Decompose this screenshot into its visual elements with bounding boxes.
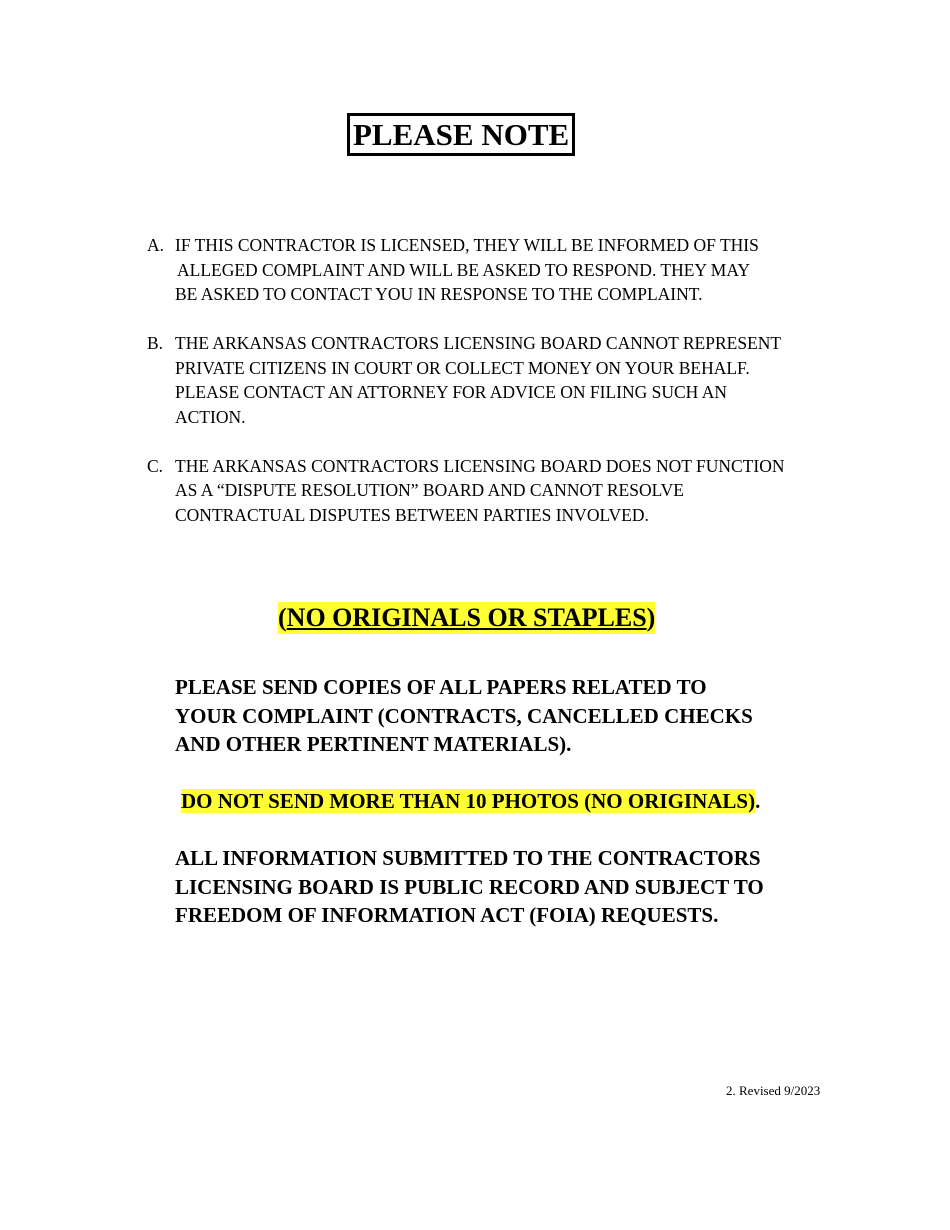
note-b — [147, 331, 847, 429]
note-line: PLEASE CONTACT AN ATTORNEY FOR ADVICE ON FILING SUCH AN — [175, 382, 728, 402]
no-originals-text: NO ORIGINALS OR STAPLES — [286, 603, 647, 632]
instruction-line: AND OTHER PERTINENT MATERIALS). — [175, 732, 572, 756]
note-line: ACTION. — [175, 406, 246, 427]
note-line: ALLEGED COMPLAINT AND WILL BE ASKED TO RESPOND. THEY MAY — [177, 259, 750, 280]
notes-list — [147, 233, 847, 552]
instruction-line: PLEASE SEND COPIES OF ALL PAPERS RELATED TO — [175, 675, 707, 699]
note-line: IF THIS CONTRACTOR IS LICENSED, THEY WILL BE INFORMED OF THIS — [175, 235, 759, 255]
close-paren: ) — [646, 603, 656, 632]
instruction-line: YOUR COMPLAINT (CONTRACTS, CANCELLED CHECKS — [175, 703, 753, 728]
foia-line: ALL INFORMATION SUBMITTED TO THE CONTRACTORS — [175, 846, 761, 870]
note-letter: A. — [147, 235, 165, 255]
note-line: THE ARKANSAS CONTRACTORS LICENSING BOARD CANNOT REPRESENT — [175, 333, 782, 353]
page-title: PLEASE NOTE — [347, 113, 575, 156]
photos-warning-text: DO NOT SEND MORE THAN 10 PHOTOS (NO ORIGINALS) — [181, 789, 756, 813]
note-letter: B. — [147, 333, 164, 353]
open-paren: ( — [278, 603, 287, 632]
note-c — [147, 454, 847, 528]
note-letter: C. — [147, 455, 164, 476]
photos-period: . — [755, 789, 761, 813]
foia-notice — [175, 844, 875, 930]
note-line: CONTRACTUAL DISPUTES BETWEEN PARTIES INVOLVED. — [175, 504, 649, 525]
foia-line: LICENSING BOARD IS PUBLIC RECORD AND SUBJECT TO — [175, 874, 764, 899]
send-copies-instructions — [175, 673, 875, 759]
note-line: PRIVATE CITIZENS IN COURT OR COLLECT MONEY ON YOUR BEHALF. — [175, 357, 750, 378]
no-originals-heading — [278, 602, 655, 634]
note-line: THE ARKANSAS CONTRACTORS LICENSING BOARD DOES NOT FUNCTION — [175, 455, 785, 476]
photos-warning — [181, 787, 760, 815]
note-line: BE ASKED TO CONTACT YOU IN RESPONSE TO THE COMPLAINT. — [175, 284, 703, 304]
note-a — [147, 233, 847, 307]
revision-footer: 2. Revised 9/2023 — [726, 1083, 821, 1098]
note-line: AS A “DISPUTE RESOLUTION” BOARD AND CANNOT RESOLVE — [175, 480, 684, 500]
foia-line: FREEDOM OF INFORMATION ACT (FOIA) REQUESTS. — [175, 903, 719, 927]
